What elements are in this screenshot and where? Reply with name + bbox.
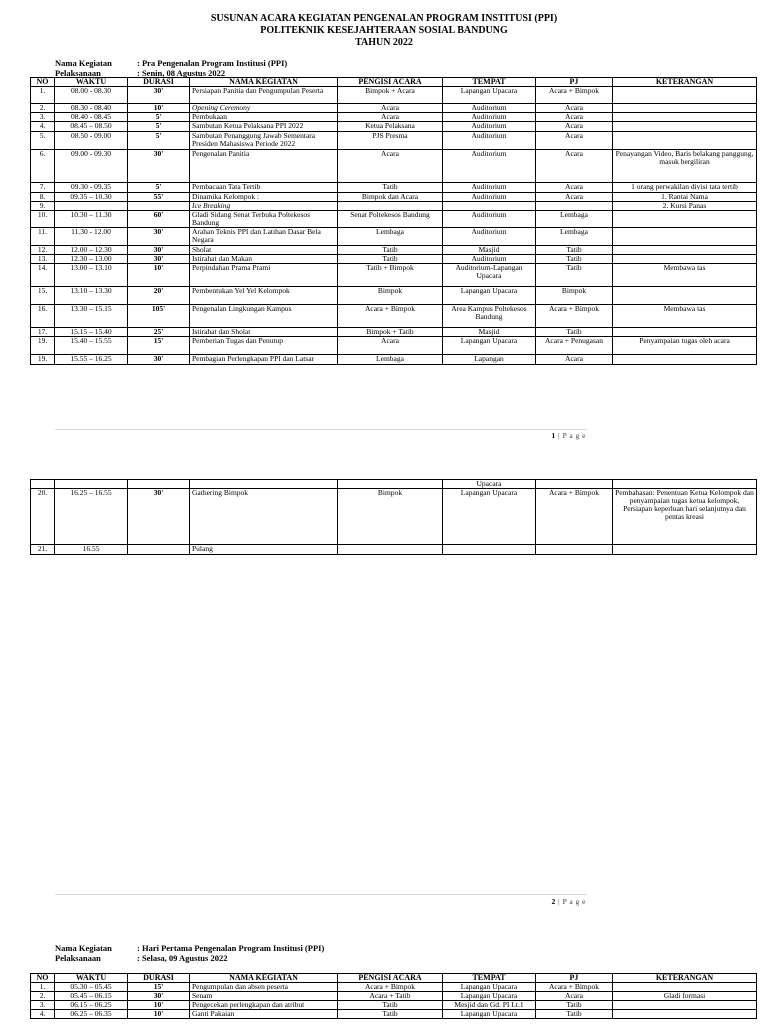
col-keterangan — [613, 113, 757, 122]
table-row — [31, 202, 757, 211]
col-keterangan: Pembahasan: Penentuan Ketua Kelompok dan penyampaian tugas ketua kelompok, Persiapan keperluan hari selanjutnya dan pentas kreasi — [613, 489, 757, 545]
col-kegiatan: Pengecekan perlengkapan dan atribut — [190, 1001, 338, 1010]
col-durasi: 10' — [128, 104, 190, 113]
col-no: 14. — [31, 264, 55, 287]
col-pengisi: Ketua Pelaksana — [338, 122, 443, 132]
header-col-no: NO — [31, 974, 55, 983]
col-durasi: 25' — [128, 328, 190, 337]
col-keterangan — [613, 211, 757, 228]
col-pj: Tatib — [536, 328, 613, 337]
col-waktu: 11.30 - 12.00 — [55, 228, 128, 246]
col-tempat: Lapangan Upacara — [443, 87, 536, 104]
col-no: 6. — [31, 150, 55, 183]
col-keterangan — [613, 246, 757, 255]
col-durasi: 10' — [128, 1010, 190, 1019]
col-keterangan — [613, 104, 757, 113]
doc-year: TAHUN 2022 — [355, 37, 413, 48]
col-durasi: 30' — [128, 87, 190, 104]
col-tempat — [443, 202, 536, 211]
page-divider — [55, 429, 587, 430]
col-no: 21. — [31, 545, 55, 555]
col-durasi: 105' — [128, 305, 190, 328]
table-row — [31, 193, 757, 202]
table-row — [31, 355, 757, 365]
table-row — [31, 255, 757, 264]
col-durasi — [128, 545, 190, 555]
table-row — [31, 305, 757, 328]
col-pengisi: Senat Poltekesos Bandung — [338, 211, 443, 228]
institution-name: POLITEKNIK KESEJAHTERAAN SOSIAL BANDUNG — [260, 25, 508, 36]
table-row — [31, 150, 757, 183]
col-durasi: 30' — [128, 355, 190, 365]
table-row — [31, 1001, 757, 1010]
col-pengisi: Acara — [338, 113, 443, 122]
col-no: 16. — [31, 305, 55, 328]
header-col-keterangan: KETERANGAN — [613, 974, 757, 983]
col-waktu: 08.45 – 08.50 — [55, 122, 128, 132]
col-waktu: 13.30 – 15.15 — [55, 305, 128, 328]
col-kegiatan: Pengenalan Lingkungan Kampus — [190, 305, 338, 328]
col-durasi — [128, 202, 190, 211]
col-tempat: Lapangan — [443, 355, 536, 365]
col-tempat: Auditorium — [443, 193, 536, 202]
col-pj: Acara + Bimpok — [536, 983, 613, 992]
page-divider — [55, 894, 587, 895]
col-kegiatan: Senam — [190, 992, 338, 1001]
col-waktu: 08.00 - 08.30 — [55, 87, 128, 104]
col-kegiatan: Perpindahan Prama Prami — [190, 264, 338, 287]
col-keterangan — [613, 87, 757, 104]
col-durasi: 30' — [128, 255, 190, 264]
col-kegiatan: Gladi Sidang Senat Terbuka Poltekesos Bandung — [190, 211, 338, 228]
col-durasi: 10' — [128, 264, 190, 287]
col-pengisi: Bimpok + Acara — [338, 87, 443, 104]
table-row — [31, 246, 757, 255]
col-waktu: 13.00 – 13.10 — [55, 264, 128, 287]
header-col-waktu: WAKTU — [55, 974, 128, 983]
col-keterangan: Penyampaian tugas oleh acara — [613, 337, 757, 355]
col-keterangan: 1. Rantai Nama — [613, 193, 757, 202]
col-durasi: 30' — [128, 489, 190, 545]
col-keterangan — [613, 983, 757, 992]
date-value: : Senin, 08 Agustus 2022 — [137, 68, 226, 78]
col-pj: Tatib — [536, 1010, 613, 1019]
col-pj: Acara — [536, 104, 613, 113]
col-tempat: Masjid — [443, 328, 536, 337]
col-no: 3. — [31, 1001, 55, 1010]
col-waktu: 08.40 - 08.45 — [55, 113, 128, 122]
col-pj: Acara — [536, 183, 613, 193]
col-keterangan — [613, 545, 757, 555]
col-pj: Acara — [536, 193, 613, 202]
col-durasi: 5' — [128, 183, 190, 193]
header-col-tempat: TEMPAT — [443, 78, 536, 87]
col-tempat — [443, 545, 536, 555]
col-pengisi: Acara + Bimpok — [338, 983, 443, 992]
col-waktu: 09.30 - 09.35 — [55, 183, 128, 193]
col-pj: Acara — [536, 122, 613, 132]
col-keterangan — [613, 355, 757, 365]
col-tempat: Auditorium-Lapangan Upacara — [443, 264, 536, 287]
col-no: 19. — [31, 337, 55, 355]
page-number-2: 2 | P a g e — [551, 897, 586, 906]
col-no: 2. — [31, 992, 55, 1001]
col-pj: Acara — [536, 150, 613, 183]
col-tempat: Auditorium — [443, 113, 536, 122]
table-row — [31, 337, 757, 355]
col-waktu: 15.40 – 15.55 — [55, 337, 128, 355]
col-tempat: Auditorium — [443, 132, 536, 150]
col-keterangan — [613, 122, 757, 132]
col-pengisi: Tatib — [338, 246, 443, 255]
col-pengisi: Lembaga — [338, 228, 443, 246]
header-col-pj: PJ — [536, 78, 613, 87]
schedule-table-day1 — [30, 77, 757, 365]
col-keterangan — [613, 287, 757, 305]
col-keterangan — [613, 132, 757, 150]
col-pengisi: Tatib — [338, 1010, 443, 1019]
col-pengisi: Bimpok — [338, 287, 443, 305]
col-pengisi: Lembaga — [338, 355, 443, 365]
activity-name-label: Nama Kegiatan — [55, 58, 112, 68]
col-durasi: 15' — [128, 983, 190, 992]
col-tempat: Mesjid dan Gd. PI Lt.1 — [443, 1001, 536, 1010]
col-no: 20. — [31, 489, 55, 545]
col-waktu: 16.25 – 16.55 — [55, 489, 128, 545]
header-col-kegiatan: NAMA KEGIATAN — [190, 974, 338, 983]
col-waktu — [55, 480, 128, 489]
col-tempat: Lapangan Upacara — [443, 1010, 536, 1019]
col-pj: Lembaga — [536, 211, 613, 228]
col-kegiatan: Sambutan Penanggung Jawab Sementara Presiden Mahasiswa Periode 2022 — [190, 132, 338, 150]
header-col-durasi: DURASI — [128, 974, 190, 983]
col-no: 10. — [31, 211, 55, 228]
col-keterangan — [613, 328, 757, 337]
col-pengisi: PJS Presma — [338, 132, 443, 150]
col-waktu: 05.45 – 06.15 — [55, 992, 128, 1001]
col-pj: Tatib — [536, 1001, 613, 1010]
header-col-keterangan: KETERANGAN — [613, 78, 757, 87]
col-tempat: Area Kampus Poltekesos Bandung — [443, 305, 536, 328]
col-durasi: 55' — [128, 193, 190, 202]
col-pj: Acara + Bimpok — [536, 489, 613, 545]
col-waktu: 06.25 – 06.35 — [55, 1010, 128, 1019]
table-row — [31, 87, 757, 104]
doc-title: SUSUNAN ACARA KEGIATAN PENGENALAN PROGRAM INSTITUSI (PPI) — [210, 13, 558, 24]
col-pengisi: Acara + Bimpok — [338, 305, 443, 328]
col-pj: Lembaga — [536, 228, 613, 246]
col-tempat: Auditorium — [443, 211, 536, 228]
col-pengisi: Bimpok dan Acara — [338, 193, 443, 202]
col-kegiatan: Pembagian Perlengkapan PPI dan Latsar — [190, 355, 338, 365]
col-pj: Tatib — [536, 264, 613, 287]
col-pengisi: Tatib — [338, 1001, 443, 1010]
col-waktu: 15.15 – 15.40 — [55, 328, 128, 337]
col-no: 9. — [31, 202, 55, 211]
col-durasi: 30' — [128, 150, 190, 183]
col-durasi: 20' — [128, 287, 190, 305]
col-waktu: 06.15 – 06.25 — [55, 1001, 128, 1010]
col-durasi — [128, 480, 190, 489]
col-pj: Acara — [536, 132, 613, 150]
col-no: 11. — [31, 228, 55, 246]
col-keterangan — [613, 255, 757, 264]
col-pengisi: Acara — [338, 104, 443, 113]
col-no: 2. — [31, 104, 55, 113]
col-pj — [536, 202, 613, 211]
col-kegiatan: Pembacaan Tata Tertib — [190, 183, 338, 193]
col-pengisi: Tatib — [338, 255, 443, 264]
col-durasi: 30' — [128, 228, 190, 246]
col-kegiatan: Dinamika Kelompok : — [190, 193, 338, 202]
header-col-kegiatan: NAMA KEGIATAN — [190, 78, 338, 87]
col-waktu: 09.35 – 10.30 — [55, 193, 128, 202]
col-kegiatan: Ice Breaking — [190, 202, 338, 211]
col-durasi: 30' — [128, 992, 190, 1001]
col-pj: Bimpok — [536, 287, 613, 305]
col-durasi: 15' — [128, 337, 190, 355]
col-keterangan: Membawa tas — [613, 264, 757, 287]
col-kegiatan — [190, 480, 338, 489]
col-pj: Acara + Penugasan — [536, 337, 613, 355]
activity-name-value: : Hari Pertama Pengenalan Program Institusi (PPI) — [137, 943, 325, 953]
col-tempat: Auditorium — [443, 150, 536, 183]
table-row — [31, 287, 757, 305]
col-tempat: Lapangan Upacara — [443, 287, 536, 305]
col-no: 1. — [31, 87, 55, 104]
col-kegiatan: Gathering Bimpok — [190, 489, 338, 545]
col-pj: Tatib — [536, 246, 613, 255]
col-tempat: Masjid — [443, 246, 536, 255]
col-waktu: 13.10 – 13.30 — [55, 287, 128, 305]
col-waktu: 16.55 — [55, 545, 128, 555]
page-number-1: 1 | P a g e — [551, 431, 586, 440]
col-keterangan — [613, 1001, 757, 1010]
col-pj: Acara — [536, 355, 613, 365]
col-pengisi: Tatib + Bimpok — [338, 264, 443, 287]
col-durasi: 60' — [128, 211, 190, 228]
col-tempat: Lapangan Upacara — [443, 337, 536, 355]
col-keterangan — [613, 1010, 757, 1019]
col-durasi: 5' — [128, 113, 190, 122]
col-kegiatan: Sambutan Ketua Pelaksana PPI 2022 — [190, 122, 338, 132]
col-kegiatan: Pemberian Tugas dan Penutup — [190, 337, 338, 355]
col-pengisi: Acara — [338, 150, 443, 183]
col-waktu: 12.30 – 13.00 — [55, 255, 128, 264]
col-waktu — [55, 202, 128, 211]
col-no: 1. — [31, 983, 55, 992]
col-no: 12. — [31, 246, 55, 255]
activity-name-value: : Pra Pengenalan Program Institusi (PPI) — [137, 58, 288, 68]
col-no: 5. — [31, 132, 55, 150]
col-durasi: 5' — [128, 132, 190, 150]
col-keterangan — [613, 228, 757, 246]
day2-meta — [55, 943, 455, 965]
header-col-durasi: DURASI — [128, 78, 190, 87]
table-row — [31, 228, 757, 246]
col-durasi: 10' — [128, 1001, 190, 1010]
col-waktu: 05.30 – 05.45 — [55, 983, 128, 992]
header-col-pengisi: PENGISI ACARA — [338, 974, 443, 983]
col-kegiatan: Pulang — [190, 545, 338, 555]
col-pengisi — [338, 202, 443, 211]
header-col-no: NO — [31, 78, 55, 87]
col-kegiatan: Pembukaan — [190, 113, 338, 122]
col-no: 19. — [31, 355, 55, 365]
schedule-table-day2 — [30, 973, 757, 1019]
col-pengisi: Bimpok + Tatib — [338, 328, 443, 337]
col-pengisi: Bimpok — [338, 489, 443, 545]
col-kegiatan: Pembentukan Yel Yel Kelompok — [190, 287, 338, 305]
col-kegiatan: Istirahat dan Sholat — [190, 328, 338, 337]
col-tempat: Upacara — [443, 480, 536, 489]
table-row-continuation — [31, 480, 757, 489]
col-no: 7. — [31, 183, 55, 193]
col-no: 13. — [31, 255, 55, 264]
col-waktu: 12.00 – 12.30 — [55, 246, 128, 255]
schedule-table-continued — [30, 479, 757, 555]
col-no: 15. — [31, 287, 55, 305]
date-label: Pelaksanaan — [55, 68, 101, 78]
table-row — [31, 122, 757, 132]
col-tempat: Lapangan Upacara — [443, 983, 536, 992]
col-pengisi: Acara + Tatib — [338, 992, 443, 1001]
col-tempat: Lapangan Upacara — [443, 992, 536, 1001]
col-pj: Acara + Bimpok — [536, 305, 613, 328]
col-durasi: 30' — [128, 246, 190, 255]
table-row — [31, 264, 757, 287]
col-pengisi — [338, 480, 443, 489]
col-pengisi: Acara — [338, 337, 443, 355]
col-keterangan: 1 orang perwakilan divisi tata tertib — [613, 183, 757, 193]
col-keterangan: Penayangan Video, Baris belakang panggung, masuk bergiliran — [613, 150, 757, 183]
date-label: Pelaksanaan — [55, 953, 101, 963]
col-no: 4. — [31, 122, 55, 132]
col-tempat: Auditorium — [443, 228, 536, 246]
col-waktu: 09.00 - 09.30 — [55, 150, 128, 183]
col-kegiatan: Istirahat dan Makan — [190, 255, 338, 264]
table-row — [31, 1010, 757, 1019]
col-pengisi: Tatib — [338, 183, 443, 193]
col-waktu: 10.30 – 11.30 — [55, 211, 128, 228]
header-col-pj: PJ — [536, 974, 613, 983]
header-col-waktu: WAKTU — [55, 78, 128, 87]
table-row — [31, 132, 757, 150]
col-waktu: 08.30 - 08.40 — [55, 104, 128, 113]
col-kegiatan: Pengumpulan dan absen peserta — [190, 983, 338, 992]
table-row — [31, 545, 757, 555]
table-row — [31, 183, 757, 193]
col-kegiatan: Sholat — [190, 246, 338, 255]
table-row — [31, 113, 757, 122]
col-no: 8. — [31, 193, 55, 202]
col-keterangan: Membawa tas — [613, 305, 757, 328]
col-tempat: Auditorium — [443, 104, 536, 113]
activity-name-label: Nama Kegiatan — [55, 943, 112, 953]
col-no: 17. — [31, 328, 55, 337]
col-waktu: 08.50 - 09.00 — [55, 132, 128, 150]
table-row — [31, 328, 757, 337]
col-kegiatan: Persiapan Panitia dan Pengumpulan Peserta — [190, 87, 338, 104]
col-pj: Tatib — [536, 255, 613, 264]
col-tempat: Lapangan Upacara — [443, 489, 536, 545]
table-row — [31, 211, 757, 228]
col-pj: Acara + Bimpok — [536, 87, 613, 104]
col-kegiatan: Ganti Pakaian — [190, 1010, 338, 1019]
col-tempat: Auditorium — [443, 255, 536, 264]
col-keterangan: 2. Kursi Panas — [613, 202, 757, 211]
col-keterangan — [613, 480, 757, 489]
col-waktu: 15.55 – 16.25 — [55, 355, 128, 365]
header-col-pengisi: PENGISI ACARA — [338, 78, 443, 87]
col-pj: Acara — [536, 992, 613, 1001]
col-no: 4. — [31, 1010, 55, 1019]
col-pj — [536, 545, 613, 555]
col-kegiatan: Arahan Teknis PPI dan Latihan Dasar Bela Negara — [190, 228, 338, 246]
col-tempat: Auditorium — [443, 122, 536, 132]
col-pengisi — [338, 545, 443, 555]
col-pj: Acara — [536, 113, 613, 122]
col-kegiatan: Pengenalan Panitia — [190, 150, 338, 183]
table-row — [31, 992, 757, 1001]
table-row — [31, 983, 757, 992]
col-kegiatan: Opening Ceremony — [190, 104, 338, 113]
date-value: : Selasa, 09 Agustus 2022 — [137, 953, 228, 963]
col-pj — [536, 480, 613, 489]
col-no — [31, 480, 55, 489]
col-durasi: 5' — [128, 122, 190, 132]
table-row — [31, 489, 757, 545]
col-tempat: Auditorium — [443, 183, 536, 193]
header-col-tempat: TEMPAT — [443, 974, 536, 983]
col-keterangan: Gladi formasi — [613, 992, 757, 1001]
table-row — [31, 104, 757, 113]
col-no: 3. — [31, 113, 55, 122]
